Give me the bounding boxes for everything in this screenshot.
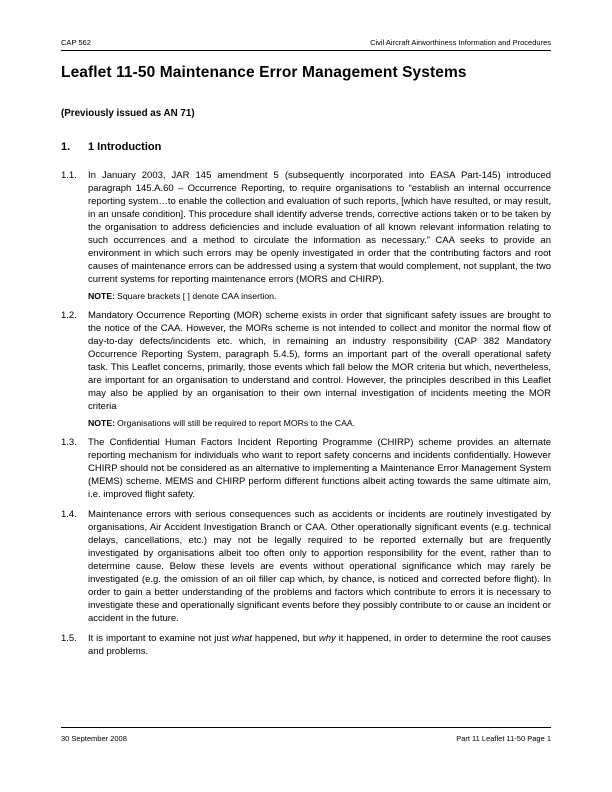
section-heading-introduction	[61, 141, 551, 153]
paragraph-text-segment-italic: what	[231, 633, 252, 644]
paragraph-text	[88, 632, 551, 658]
header-document-title: Civil Aircraft Airworthiness Information and Procedures	[370, 38, 551, 47]
header-document-ref: CAP 562	[61, 38, 91, 47]
paragraph-number: 1.5.	[61, 633, 77, 644]
note-caa-insertion	[88, 290, 551, 302]
paragraph-number: 1.4.	[61, 509, 77, 520]
footer-date: 30 September 2008	[61, 734, 127, 743]
note-label: NOTE:	[88, 291, 116, 301]
section-title: 1 Introduction	[88, 141, 162, 153]
paragraph-1-2	[61, 309, 551, 413]
paragraph-1-4	[61, 508, 551, 625]
paragraph-text: In January 2003, JAR 145 amendment 5 (subsequently incorporated into EASA Part-145) introduced paragraph 145.A.60 – Occurrence Reporting, to require organisations to “establish an internal occurrence reporting system…to enable the collection and evaluation of such reports, [which have resulted, or may result, in an unsafe condition]. This procedure shall identify adverse trends, corrective actions taken or to be taken by the organisation to address deficiencies and include evaluation of all known relevant information relating to such occurrences and a method to circulate the information as necessary.” CAA seeks to provide an environment in which such errors may be openly investigated in order that the contributing factors and root causes of maintenance errors can be addressed using a system that would complement, not supplant, the two current systems for reporting maintenance errors (MORS and CHIRP).	[88, 170, 551, 285]
paragraph-number: 1.1.	[61, 170, 77, 181]
paragraph-text-segment: happened, but	[252, 633, 319, 644]
page-footer	[61, 727, 551, 743]
note-label: NOTE:	[88, 418, 116, 428]
note-mor-reporting	[88, 417, 551, 429]
paragraph-text-segment-italic: why	[318, 633, 336, 644]
leaflet-title: Leaflet 11-50 Maintenance Error Management Systems	[61, 64, 467, 81]
leaflet-subtitle: (Previously issued as AN 71)	[61, 108, 195, 119]
paragraph-1-5	[61, 632, 551, 658]
paragraph-number: 1.3.	[61, 437, 77, 448]
paragraph-text: Mandatory Occurrence Reporting (MOR) scheme exists in order that significant safety issues are brought to the notice of the CAA. However, the MORs scheme is not intended to collect and monitor the normal flow of day-to-day defects/incidents etc. which, in remaining an industry responsibility (CAP 382 Mandatory Occurrence Reporting System, paragraph 5.4.5), forms an important part of the overall operational safety task. This Leaflet concerns, primarily, those events which fall below the MOR criteria but which, nevertheless, are important for an organisation to understand and control. However, the principles described in this Leaflet may also be applied by an organisation to their own internal investigation of incidents meeting the MOR criteria	[88, 310, 551, 412]
paragraph-1-1	[61, 169, 551, 286]
note-text: Square brackets [ ] denote CAA insertion.	[117, 291, 277, 301]
section-number: 1.	[61, 141, 71, 153]
paragraph-number: 1.2.	[61, 310, 77, 321]
page-header	[61, 38, 551, 51]
paragraph-text-segment: It is important to examine not just	[88, 633, 232, 644]
paragraph-text: Maintenance errors with serious consequences such as accidents or incidents are routinely investigated by organisations, Air Accident Investigation Branch or CAA. Other operationally significant events (e.g. technical delays, cancellations, etc.) may not be legally required to be reported externally but are frequently investigated by organisations albeit too often only to apportion responsibility for the event, rather than to determine cause. Below these levels are events without operational significance which may rarely be investigated (e.g. the omission of an oil filler cap which, by chance, is noticed and corrected before flight). In order to gain a better understanding of the problems and factors which contribute to errors it is necessary to investigate these and operationally significant events before they possibly contribute to or cause an incident or accident in the future.	[88, 509, 551, 624]
paragraph-text-segment: it happened, in order to determine the root causes and problems.	[88, 633, 551, 657]
page-content	[61, 38, 551, 658]
footer-page-ref: Part 11 Leaflet 11-50 Page 1	[456, 734, 551, 743]
paragraph-1-3	[61, 436, 551, 501]
paragraph-text: The Confidential Human Factors Incident Reporting Programme (CHIRP) scheme provides an alternate reporting mechanism for individuals who want to report safety concerns and incidents confidentially. However CHIRP should not be considered as an alternative to implementing a Maintenance Error Management System (MEMS) scheme. MEMS and CHIRP perform different functions albeit acting towards the same ultimate aim, i.e. improved flight safety.	[88, 437, 551, 500]
note-text: Organisations will still be required to report MORs to the CAA.	[117, 418, 356, 428]
